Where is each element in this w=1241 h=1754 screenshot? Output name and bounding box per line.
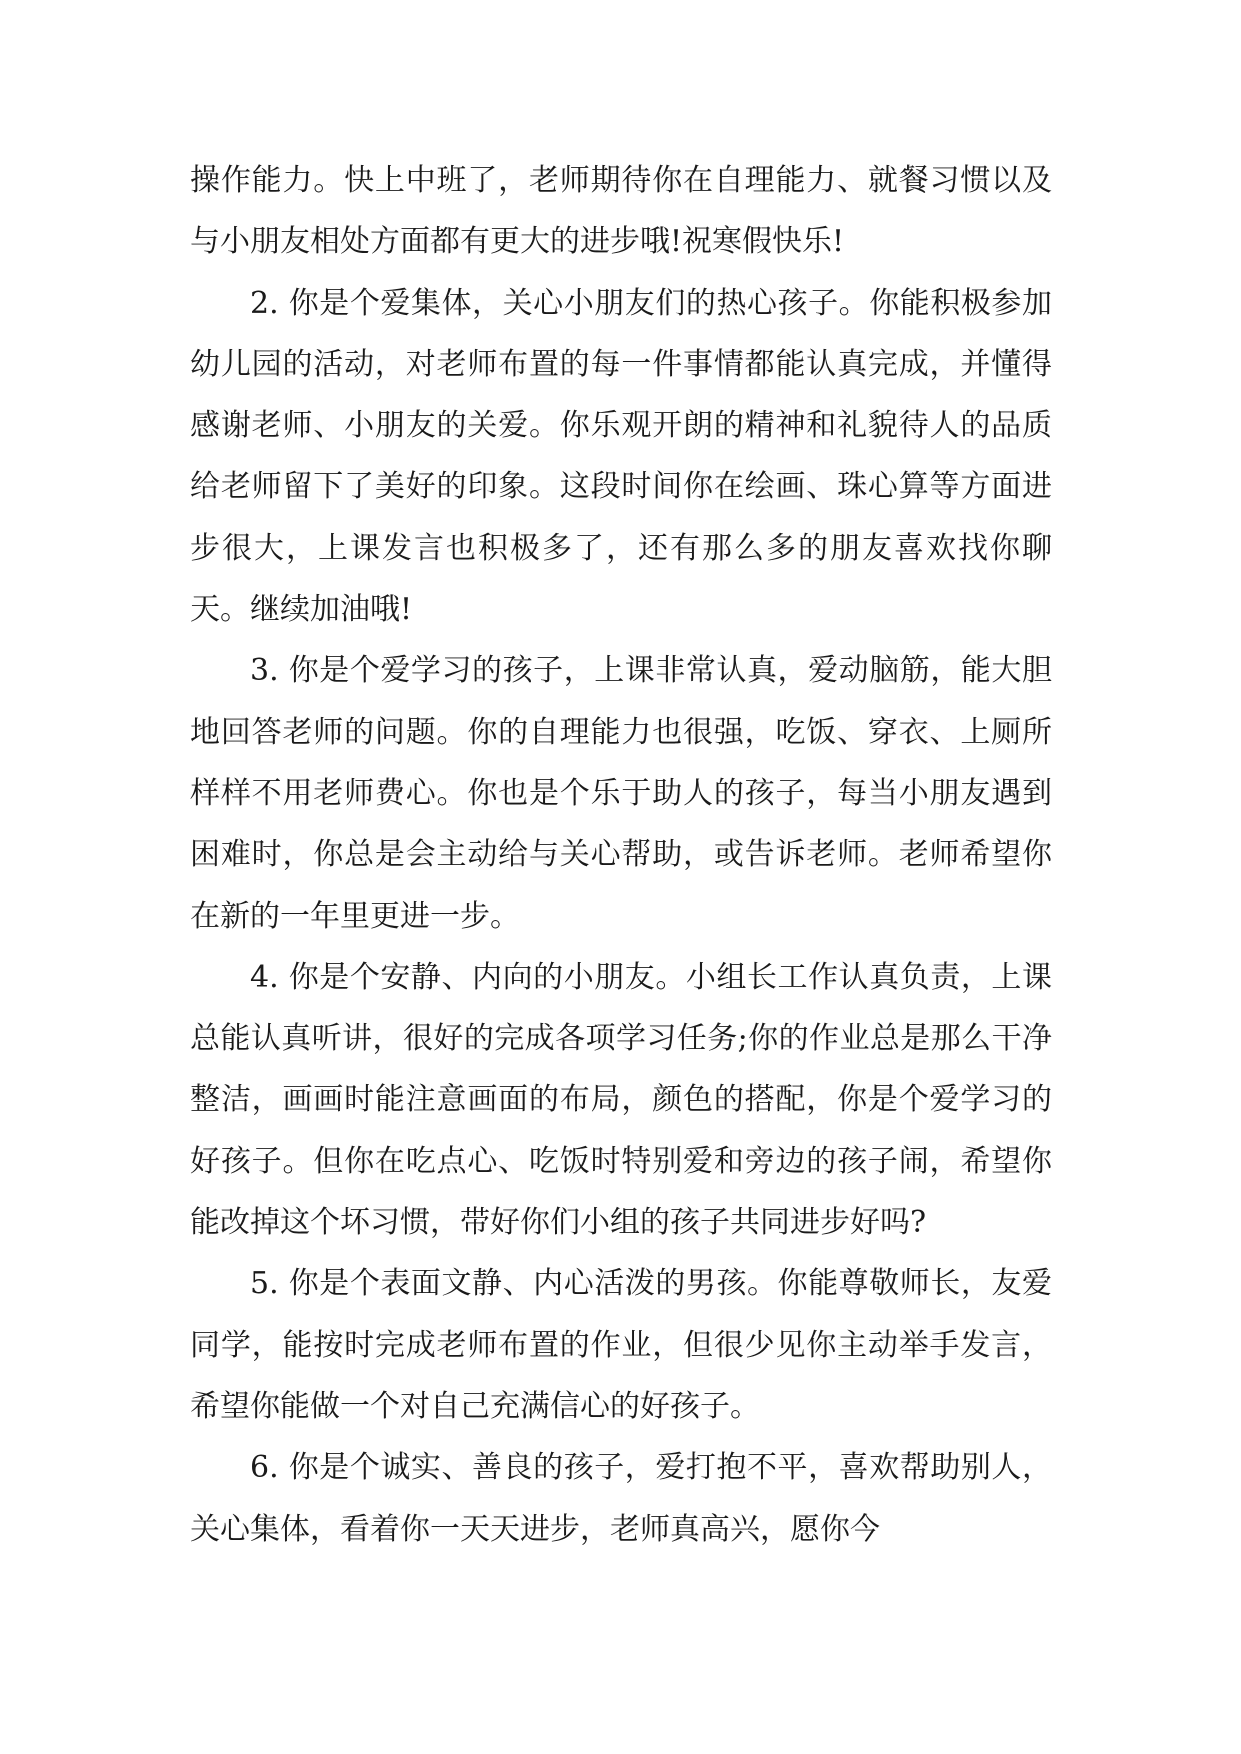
comment-paragraph-6: 6. 你是个诚实、善良的孩子，爱打抱不平，喜欢帮助别人，关心集体，看着你一天天进步，老师真高兴，愿你今 <box>190 1450 1052 1547</box>
comment-paragraph-5: 5. 你是个表面文静、内心活泼的男孩。你能尊敬师长，友爱同学，能按时完成老师布置的作业，但很少见你主动举手发言，希望你能做一个对自己充满信心的好孩子。 <box>190 1266 1052 1424</box>
comment-paragraph-2: 2. 你是个爱集体，关心小朋友们的热心孩子。你能积极参加幼儿园的活动，对老师布置的每一件事情都能认真完成，并懂得感谢老师、小朋友的关爱。你乐观开朗的精神和礼貌待人的品质给老师留下了美好的印象。这段时间你在绘画、珠心算等方面进步很大，上课发言也积极多了，还有那么多的朋友喜欢找你聊天。继续加油哦! <box>190 285 1052 628</box>
comment-paragraph-4: 4. 你是个安静、内向的小朋友。小组长工作认真负责，上课总能认真听讲，很好的完成各项学习任务;你的作业总是那么干净整洁，画画时能注意画面的布局，颜色的搭配，你是个爱学习的好孩子。但你在吃点心、吃饭时特别爱和旁边的孩子闹，希望你能改掉这个坏习惯，带好你们小组的孩子共同进步好吗? <box>190 959 1052 1241</box>
comment-paragraph-3: 3. 你是个爱学习的孩子，上课非常认真，爱动脑筋，能大胆地回答老师的问题。你的自理能力也很强，吃饭、穿衣、上厕所样样不用老师费心。你也是个乐于助人的孩子，每当小朋友遇到困难时，你总是会主动给与关心帮助，或告诉老师。老师希望你在新的一年里更进一步。 <box>190 653 1052 934</box>
paragraph-continuation: 操作能力。快上中班了，老师期待你在自理能力、就餐习惯以及与小朋友相处方面都有更大的进步哦!祝寒假快乐! <box>190 163 1052 260</box>
document-page <box>190 150 1052 1560</box>
